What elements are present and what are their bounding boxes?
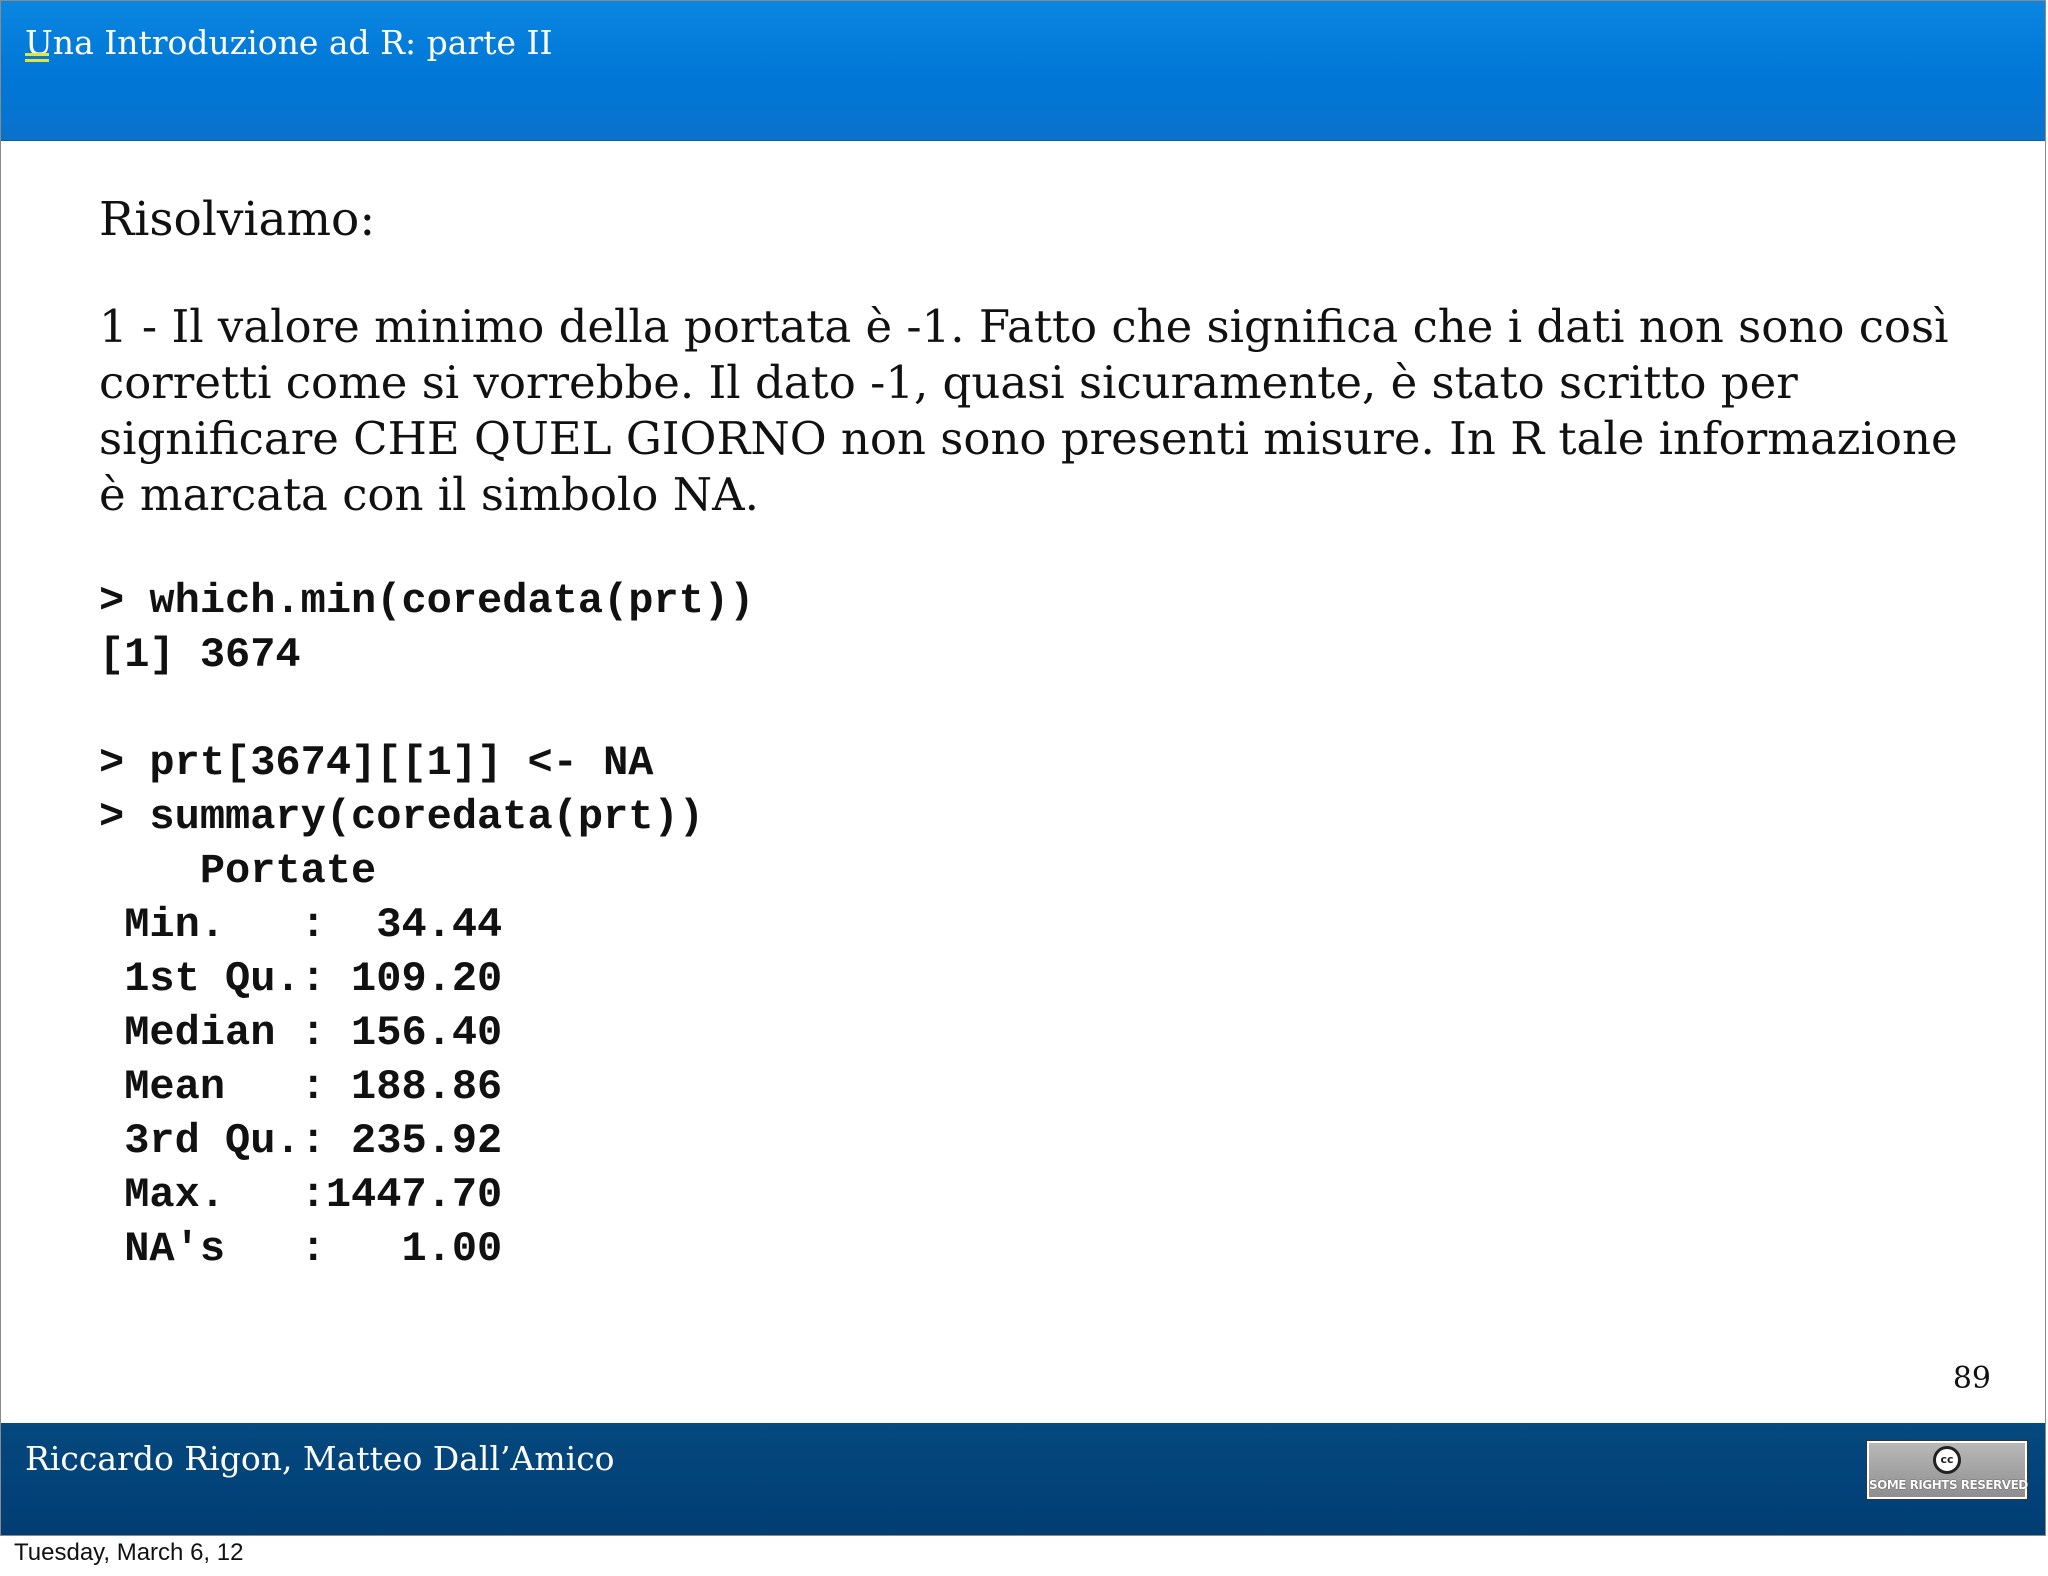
- code-line: > summary(coredata(prt)): [99, 793, 704, 841]
- creative-commons-badge: [1867, 1441, 2027, 1499]
- code-line: Mean : 188.86: [99, 1063, 503, 1111]
- footer-authors: Riccardo Rigon, Matteo Dall’Amico: [25, 1439, 615, 1478]
- slide-heading: Risolviamo:: [99, 192, 376, 247]
- code-line: Median : 156.40: [99, 1009, 503, 1057]
- page-number: 89: [1952, 1361, 1991, 1396]
- date-stamp: Tuesday, March 6, 12: [14, 1539, 244, 1566]
- code-block-which-min: [99, 574, 1959, 682]
- code-line: Portate: [99, 847, 377, 895]
- code-line: > which.min(coredata(prt)): [99, 577, 755, 625]
- code-line: 3rd Qu.: 235.92: [99, 1117, 503, 1165]
- code-line: [1] 3674: [99, 631, 301, 679]
- code-block-summary: [99, 736, 1959, 1276]
- text-cursor-marker: [25, 53, 49, 62]
- license-badge-text: SOME RIGHTS RESERVED: [1869, 1478, 2028, 1492]
- footer-band: [1, 1423, 2045, 1536]
- code-line: > prt[3674][[1]] <- NA: [99, 739, 654, 787]
- header-band: [1, 1, 2045, 141]
- code-line: Min. : 34.44: [99, 901, 503, 949]
- presentation-title: Una Introduzione ad R: parte II: [25, 23, 553, 62]
- code-line: 1st Qu.: 109.20: [99, 955, 503, 1003]
- slide-content: [99, 187, 1959, 1276]
- code-line: NA's : 1.00: [99, 1225, 503, 1273]
- creative-commons-icon: cc: [1933, 1446, 1961, 1474]
- explanation-paragraph: 1 - Il valore minimo della portata è -1. Fatto che significa che i dati non sono così corretti come si vorrebbe. Il dato -1, quasi sicuramente, è stato scritto per significare CHE QUEL GIORNO non sono presenti misure. In R tale informazione è marcata con il simbolo NA.: [99, 300, 1958, 521]
- code-line: Max. :1447.70: [99, 1171, 503, 1219]
